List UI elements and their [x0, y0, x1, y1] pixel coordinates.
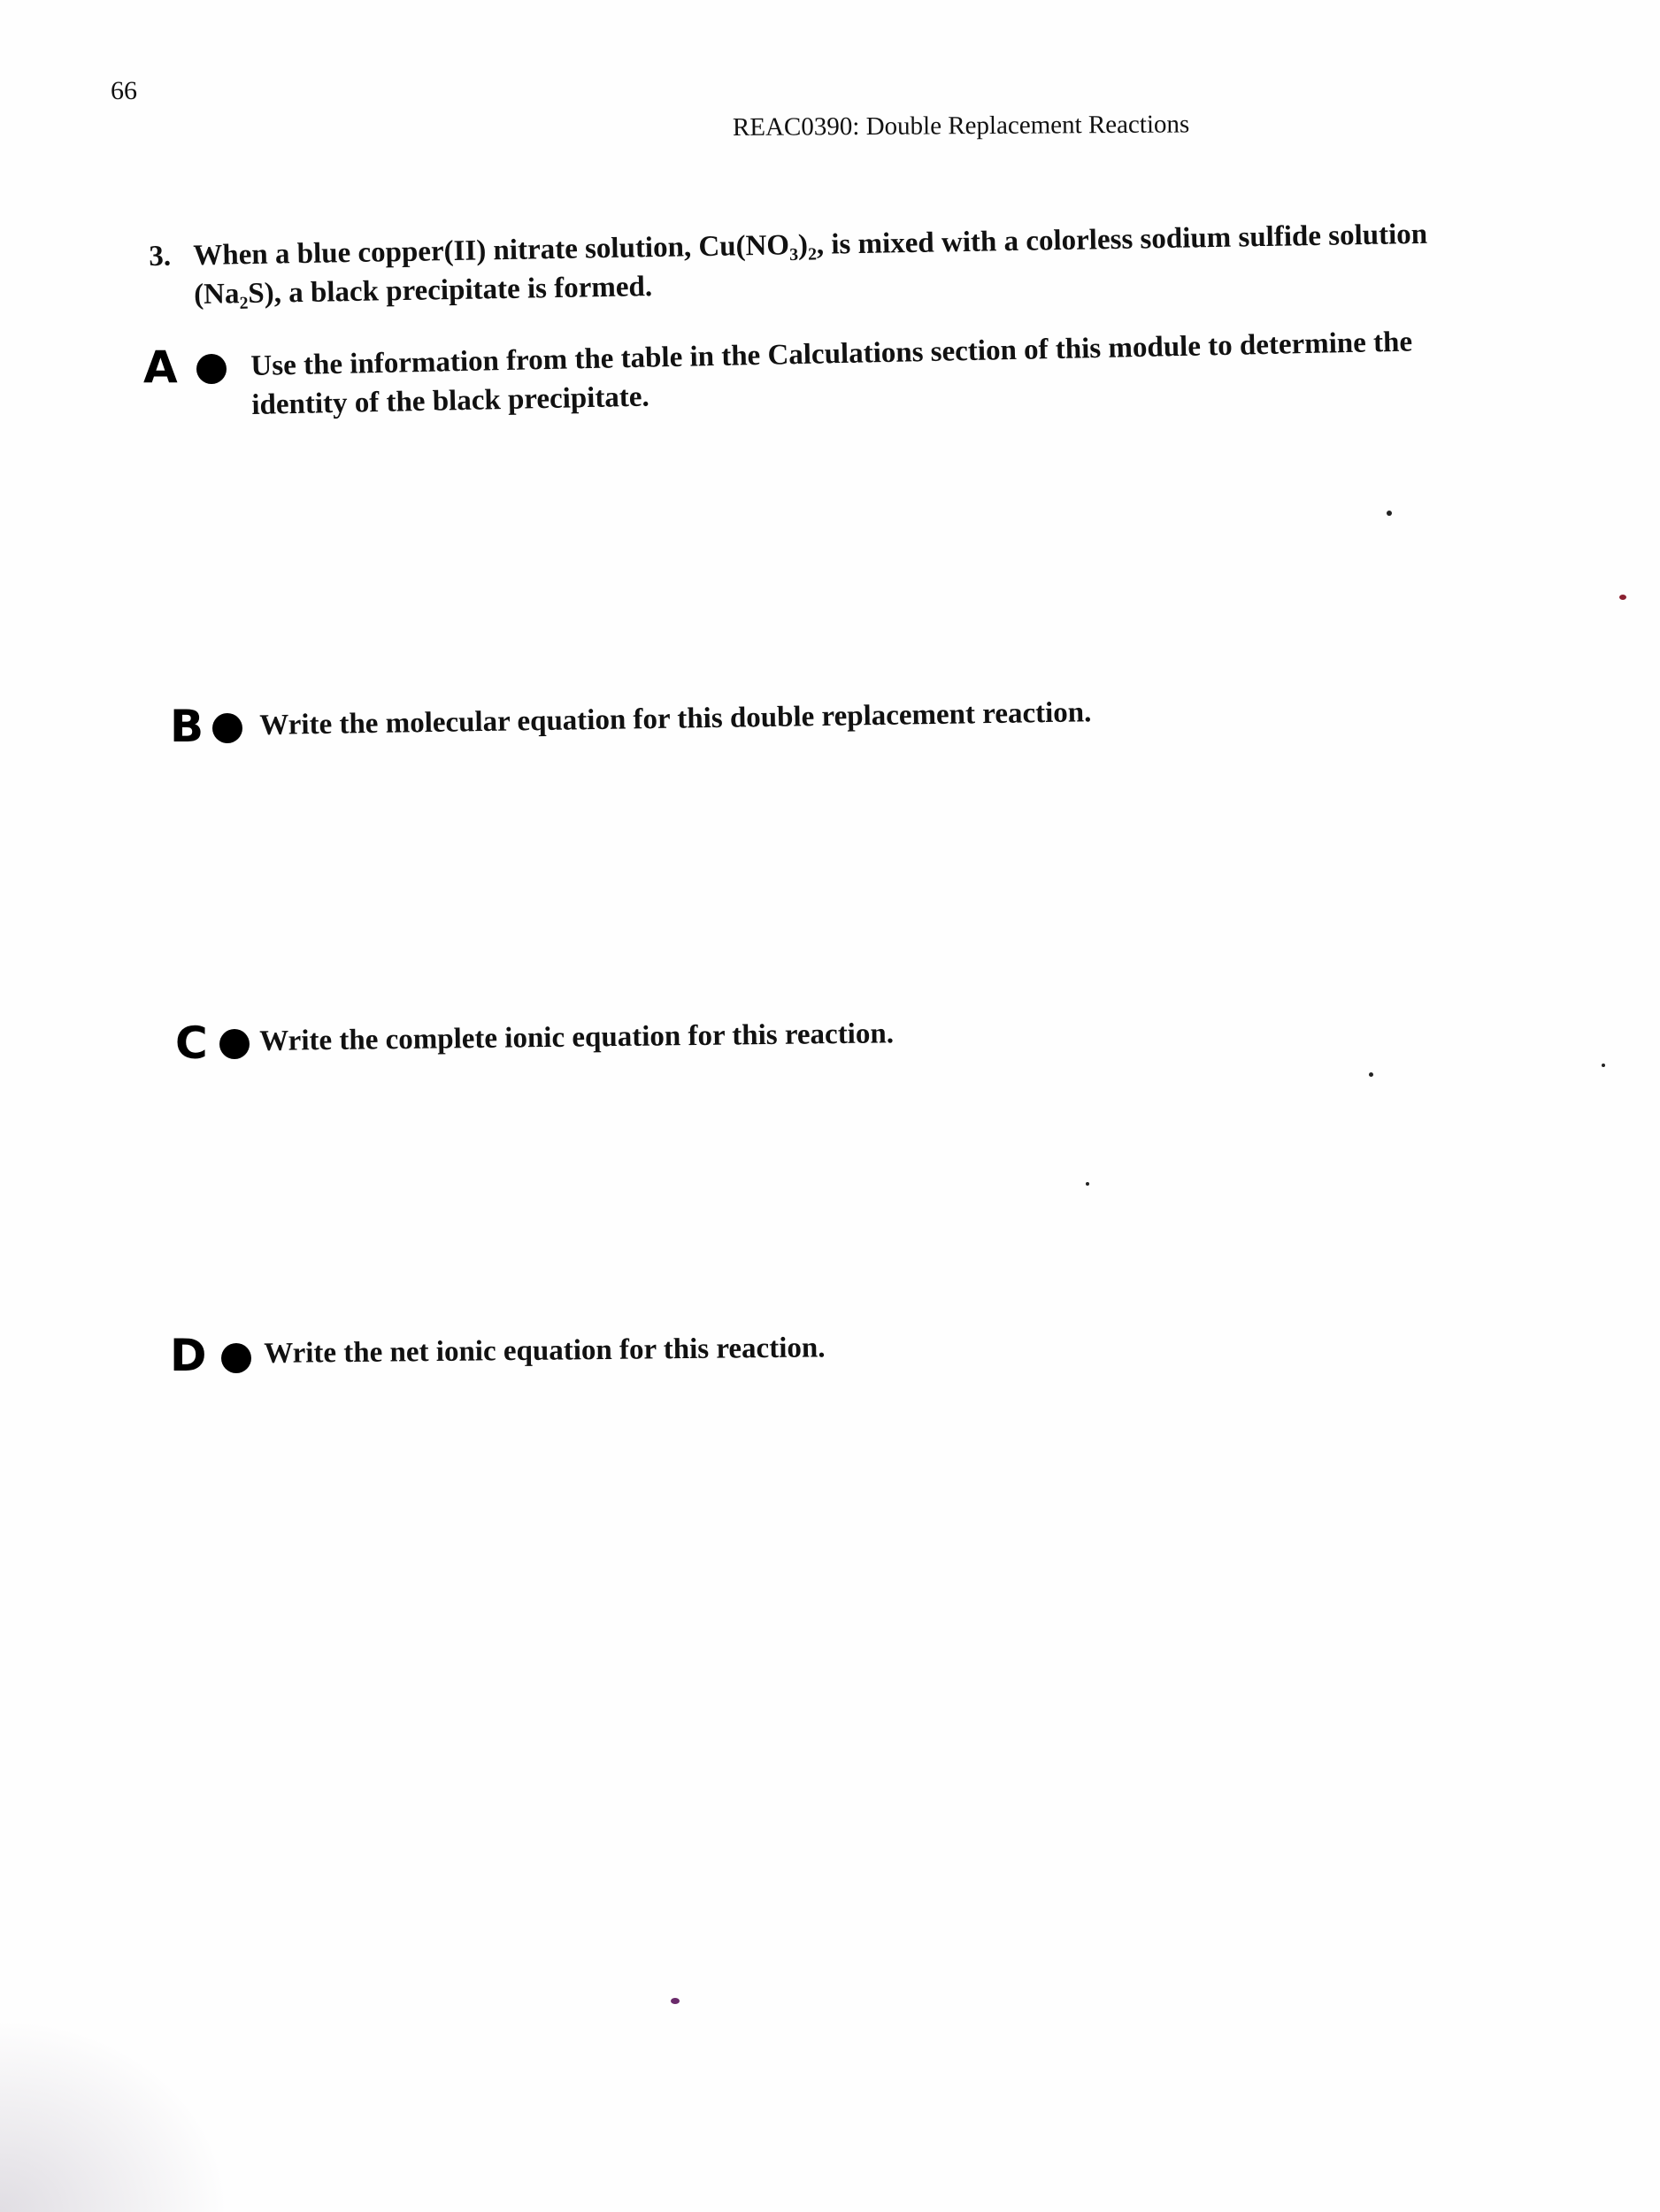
item-a-line2: identity of the black precipitate. [251, 380, 650, 421]
handwritten-label-b: B [170, 701, 204, 752]
page-number: 66 [111, 76, 137, 105]
bullet-icon [212, 713, 242, 743]
bullet-icon [196, 354, 227, 384]
scan-speck [1387, 511, 1392, 516]
item-d-text: Write the net ionic equation for this reaction. [264, 1332, 826, 1370]
scan-speck [1602, 1064, 1605, 1067]
scan-shadow [0, 2017, 230, 2212]
question-number: 3. [149, 240, 172, 273]
item-c-text: Write the complete ionic equation for this reaction. [259, 1018, 895, 1057]
handwritten-label-c: C [175, 1018, 208, 1069]
scan-speck [671, 1998, 680, 2004]
item-a-line1: Use the information from the table in the Calculations section of this module to determine the [250, 326, 1413, 382]
handwritten-label-d: D [170, 1330, 207, 1381]
question-3 [149, 213, 1495, 315]
running-header: REAC0390: Double Replacement Reactions [732, 110, 1190, 142]
item-a [250, 320, 1509, 425]
handwritten-label-a: A [143, 342, 178, 393]
question-text-line2: (Na₂S), a black precipitate is formed. [193, 271, 653, 311]
question-text-line1: When a blue copper(II) nitrate solution, Cu(NO₃)₂, is mixed with a colorless sodium sulfide solution [193, 218, 1428, 273]
scan-speck [1369, 1072, 1373, 1077]
scan-speck [1086, 1182, 1089, 1186]
item-b-text: Write the molecular equation for this double replacement reaction. [259, 696, 1092, 741]
bullet-icon [221, 1343, 251, 1373]
scan-speck [1619, 595, 1626, 600]
bullet-icon [219, 1029, 250, 1059]
